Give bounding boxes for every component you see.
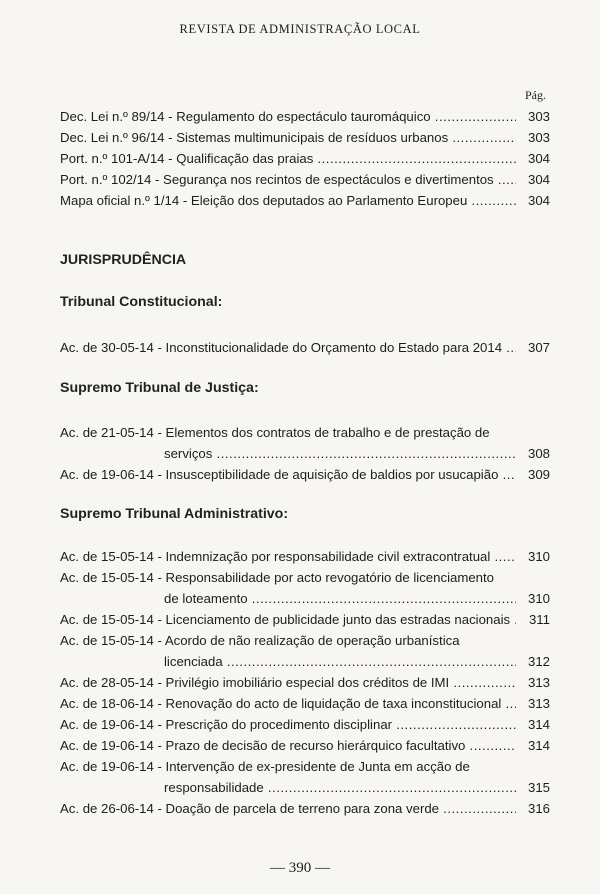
toc-entry: Ac. de 19-06-14 - Insusceptibilidade de aquisição de baldios por usucapião ..... 309 [60, 464, 550, 485]
tc-list [60, 337, 550, 358]
toc-entry: Port. n.º 102/14 - Segurança nos recintos de espectáculos e divertimentos ..... 304 [60, 169, 550, 190]
toc-entry: Ac. de 19-06-14 - Intervenção de ex-presidente de Junta em acção de responsabilidade ..... 315 [60, 756, 550, 798]
toc-entry: Ac. de 21-05-14 - Elementos dos contratos de trabalho e de prestação de serviços ..... 308 [60, 422, 550, 464]
page-number: — 390 — [270, 860, 330, 876]
toc-entry: Ac. de 15-05-14 - Responsabilidade por acto revogatório de licenciamento de loteamento ..... 310 [60, 567, 550, 609]
tc-heading: Tribunal Constitucional: [60, 294, 223, 310]
sta-list [60, 546, 550, 819]
toc-entry: Port. n.º 101-A/14 - Qualificação das praias ..... 304 [60, 148, 550, 169]
toc-entry: Dec. Lei n.º 96/14 - Sistemas multimunicipais de resíduos urbanos ..... 303 [60, 127, 550, 148]
page-column-label: Pág. [525, 88, 546, 102]
toc-entry: Ac. de 28-05-14 - Privilégio imobiliário especial dos créditos de IMI ..... 313 [60, 672, 550, 693]
sta-heading: Supremo Tribunal Administrativo: [60, 506, 289, 522]
toc-entry: Mapa oficial n.º 1/14 - Eleição dos deputados ao Parlamento Europeu ..... 304 [60, 190, 550, 211]
toc-entry: Ac. de 15-05-14 - Indemnização por responsabilidade civil extracontratual ..... 310 [60, 546, 550, 567]
toc-entry: Ac. de 15-05-14 - Acordo de não realização de operação urbanística licenciada ..... 312 [60, 630, 550, 672]
toc-entry: Ac. de 18-06-14 - Renovação do acto de liquidação de taxa inconstitucional ..... 313 [60, 693, 550, 714]
toc-entry: Ac. de 15-05-14 - Licenciamento de publicidade junto das estradas nacionais ..... 311 [60, 609, 550, 630]
toc-entry: Ac. de 26-06-14 - Doação de parcela de terreno para zona verde ..... 316 [60, 798, 550, 819]
toc-entry: Dec. Lei n.º 89/14 - Regulamento do espectáculo tauromáquico ..... 303 [60, 106, 550, 127]
toc-entry: Ac. de 19-06-14 - Prazo de decisão de recurso hierárquico facultativo ..... 314 [60, 735, 550, 756]
toc-entry: Ac. de 30-05-14 - Inconstitucionalidade do Orçamento do Estado para 2014 ..... 307 [60, 337, 550, 358]
journal-header: REVISTA DE ADMINISTRAÇÃO LOCAL [179, 22, 421, 36]
jurisprudencia-heading: JURISPRUDÊNCIA [60, 252, 187, 268]
legislation-list [60, 106, 550, 211]
stj-heading: Supremo Tribunal de Justiça: [60, 380, 259, 396]
stj-list [60, 422, 550, 485]
toc-entry: Ac. de 19-06-14 - Prescrição do procedimento disciplinar ..... 314 [60, 714, 550, 735]
